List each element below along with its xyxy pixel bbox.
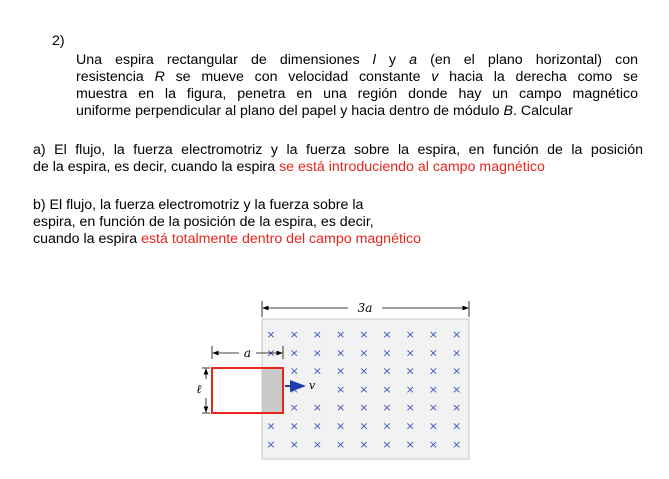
field-cross: × [428, 437, 439, 451]
field-cross: × [451, 419, 462, 433]
field-cross: × [312, 401, 323, 415]
loop-height-label: ℓ [196, 382, 202, 396]
field-cross: × [382, 419, 392, 433]
field-cross: × [289, 346, 299, 360]
field-cross: × [451, 346, 462, 360]
figure-svg [190, 295, 480, 465]
field-cross: × [428, 419, 439, 433]
field-cross: × [335, 328, 346, 341]
field-cross: × [335, 437, 346, 451]
question-a-line: a) El flujo, la fuerza electromotriz y la fuerza sobre la espira, en función de la posición [33, 142, 643, 158]
field-crosses [266, 328, 461, 451]
question-b-line: b) El flujo, la fuerza electromotriz y la fuerza sobre la [33, 197, 364, 213]
field-cross: × [312, 346, 323, 360]
problem-number: 2) [52, 33, 65, 49]
field-cross: × [289, 437, 299, 451]
field-cross: × [382, 437, 392, 451]
field-cross: × [451, 382, 462, 396]
field-cross: × [382, 346, 392, 360]
question-b-text: cuando la espira [33, 231, 142, 247]
field-cross: × [428, 346, 439, 360]
field-cross: × [428, 401, 439, 415]
statement-line: resistencia R se mueve con velocidad constante v hacia la derecha como se [76, 69, 639, 85]
field-cross: × [405, 346, 415, 360]
field-cross: × [289, 419, 299, 433]
field-cross: × [359, 364, 369, 378]
field-cross: × [405, 419, 415, 433]
field-cross: × [451, 328, 462, 341]
field-cross: × [359, 401, 369, 415]
question-a-highlight: se está introduciendo al campo magnético [279, 159, 545, 175]
field-cross: × [405, 401, 415, 415]
field-cross: × [405, 364, 415, 378]
field-cross: × [382, 364, 392, 378]
question-b-line [33, 231, 643, 248]
field-cross: × [289, 401, 299, 415]
field-cross: × [359, 382, 369, 396]
field-cross: × [451, 364, 462, 378]
field-cross: × [335, 382, 346, 396]
field-cross: × [359, 328, 369, 341]
question-a-text: de la espira, es decir, cuando la espira [33, 159, 280, 175]
field-cross: × [359, 346, 369, 360]
field-cross: × [312, 419, 323, 433]
field-cross: × [428, 382, 439, 396]
field-cross: × [335, 346, 346, 360]
field-cross: × [382, 382, 392, 396]
field-cross: × [428, 328, 439, 341]
question-b [33, 197, 643, 248]
field-cross: × [335, 364, 346, 378]
problem-statement [76, 52, 638, 120]
field-cross: × [451, 437, 462, 451]
field-cross: × [359, 437, 369, 451]
field-cross: × [266, 419, 276, 433]
velocity-label: v [309, 379, 316, 392]
statement-line: muestra en la figura, penetra en una región donde hay un campo magnético [76, 86, 638, 102]
field-cross: × [266, 437, 276, 451]
field-cross: × [451, 401, 462, 415]
field-cross: × [266, 328, 276, 341]
field-cross: × [312, 437, 323, 451]
loop-overlap-area [262, 368, 283, 413]
field-cross: × [359, 419, 369, 433]
field-cross: × [405, 382, 415, 396]
field-cross: × [289, 382, 299, 396]
field-cross: × [312, 328, 323, 341]
statement-line: uniforme perpendicular al plano del papel y hacia dentro de módulo B. Calcular [76, 103, 573, 119]
statement-line: Una espira rectangular de dimensiones l y a (en el plano horizontal) con [76, 52, 638, 68]
field-width-label: 3a [357, 301, 373, 315]
field-cross: × [335, 401, 346, 415]
question-a [33, 142, 643, 176]
field-cross: × [266, 346, 276, 360]
field-cross: × [289, 328, 299, 341]
question-b-highlight: está totalmente dentro del campo magnético [141, 231, 422, 247]
question-b-line: espira, en función de la posición de la espira, es decir, [33, 214, 374, 230]
loop-width-label: a [243, 346, 252, 360]
field-cross: × [428, 364, 439, 378]
field-cross: × [405, 328, 415, 341]
field-cross: × [335, 419, 346, 433]
field-cross: × [289, 364, 299, 378]
field-cross: × [382, 328, 392, 341]
field-cross: × [312, 364, 323, 378]
figure [190, 295, 480, 465]
field-cross: × [405, 437, 415, 451]
question-a-line [33, 159, 643, 176]
field-cross: × [382, 401, 392, 415]
